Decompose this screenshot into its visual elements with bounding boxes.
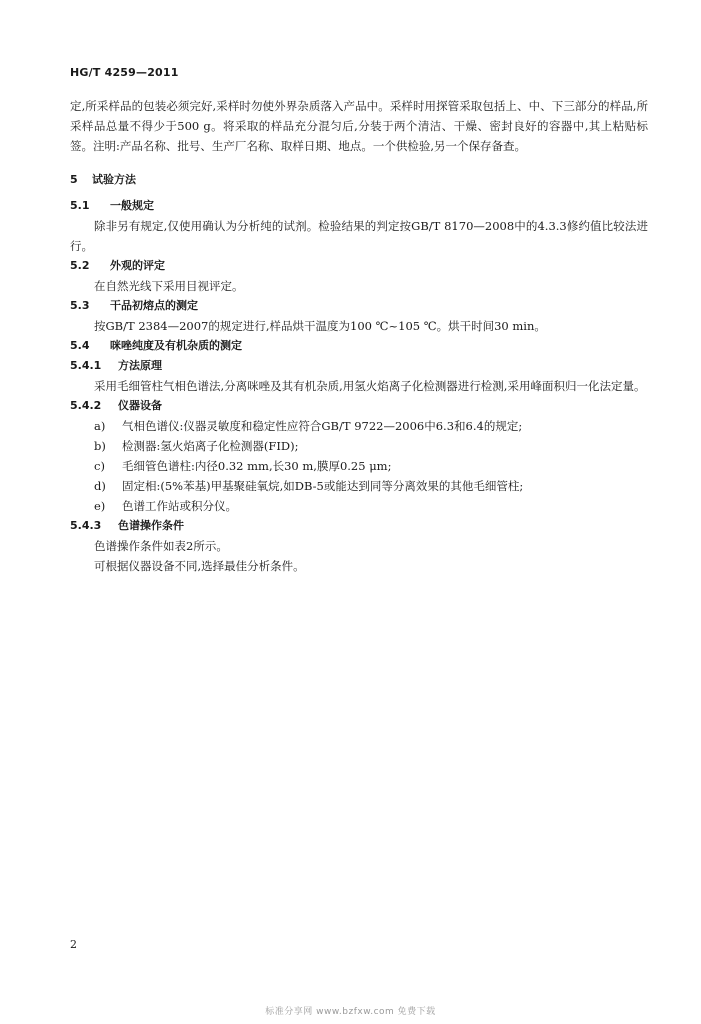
section-title: 色谱操作条件 [118, 519, 184, 532]
list-item [70, 476, 648, 496]
page-number: 2 [70, 938, 77, 951]
section-title: 一般规定 [110, 199, 154, 212]
section-5-3-heading [70, 296, 648, 316]
document-code-header: HG/T 4259—2011 [70, 66, 179, 79]
section-title: 咪唑纯度及有机杂质的测定 [110, 339, 242, 352]
section-title: 方法原理 [118, 359, 162, 372]
list-item-text: 气相色谱仪:仪器灵敏度和稳定性应符合GB/T 9722—2006中6.3和6.4的规定; [122, 419, 523, 433]
list-item-text: 固定相:(5%苯基)甲基聚硅氧烷,如DB-5或能达到同等分离效果的其他毛细管柱; [122, 479, 524, 493]
list-marker: c) [94, 459, 105, 473]
document-body [70, 96, 648, 576]
list-marker: b) [94, 439, 106, 453]
list-item [70, 436, 648, 456]
section-title: 外观的评定 [110, 259, 165, 272]
section-5-4-3-line-2: 可根据仪器设备不同,选择最佳分析条件。 [94, 559, 305, 573]
section-number: 5.4 [70, 339, 90, 352]
section-number: 5.1 [70, 199, 90, 212]
section-5-2-heading [70, 256, 648, 276]
section-5-4-1-text: 采用毛细管柱气相色谱法,分离咪唑及其有机杂质,用氢火焰离子化检测器进行检测,采用峰面积归一化法定量。 [94, 379, 646, 393]
list-item [70, 496, 648, 516]
section-number: 5 [70, 173, 78, 186]
section-5-1-heading [70, 196, 648, 216]
list-item-text: 色谱工作站或积分仪。 [122, 499, 237, 513]
section-number: 5.4.3 [70, 519, 102, 532]
section-5-4-2-heading [70, 396, 648, 416]
list-marker: d) [94, 479, 106, 493]
section-5-2-text: 在自然光线下采用目视评定。 [94, 279, 244, 293]
section-number: 5.4.1 [70, 359, 102, 372]
footer-watermark: 标准分享网 www.bzfxw.com 免费下载 [265, 1007, 436, 1017]
section-number: 5.2 [70, 259, 90, 272]
section-5-4-3-heading [70, 516, 648, 536]
section-number: 5.3 [70, 299, 90, 312]
list-item-text: 检测器:氢火焰离子化检测器(FID); [122, 439, 299, 453]
list-item [70, 456, 648, 476]
list-marker: a) [94, 419, 106, 433]
section-5-4-1-heading [70, 356, 648, 376]
section-5-4-3-line-1: 色谱操作条件如表2所示。 [94, 539, 228, 553]
section-number: 5.4.2 [70, 399, 102, 412]
section-5-1-text: 除非另有规定,仅使用确认为分析纯的试剂。检验结果的判定按GB/T 8170—2008中的4.3.3修约值比较法进行。 [70, 219, 648, 253]
section-5-3-text: 按GB/T 2384—2007的规定进行,样品烘干温度为100 ℃~105 ℃。烘干时间30 min。 [94, 319, 546, 333]
section-title: 干品初熔点的测定 [110, 299, 198, 312]
section-title: 仪器设备 [118, 399, 162, 412]
intro-paragraph: 定,所采样品的包装必须完好,采样时勿使外界杂质落入产品中。采样时用探管采取包括上、中、下三部分的样品,所采样品总量不得少于500 g。将采取的样品充分混匀后,分装于两个清洁、干燥、密封良好的容器中,其上粘贴标签。注明:产品名称、批号、生产厂名称、取样日期、地点。一个供检验,另一个保存备查。 [70, 99, 648, 153]
list-item [70, 416, 648, 436]
section-5-heading [70, 170, 648, 190]
section-5-4-heading [70, 336, 648, 356]
list-item-text: 毛细管色谱柱:内径0.32 mm,长30 m,膜厚0.25 μm; [122, 459, 392, 473]
list-marker: e) [94, 499, 106, 513]
section-title: 试验方法 [92, 173, 136, 186]
